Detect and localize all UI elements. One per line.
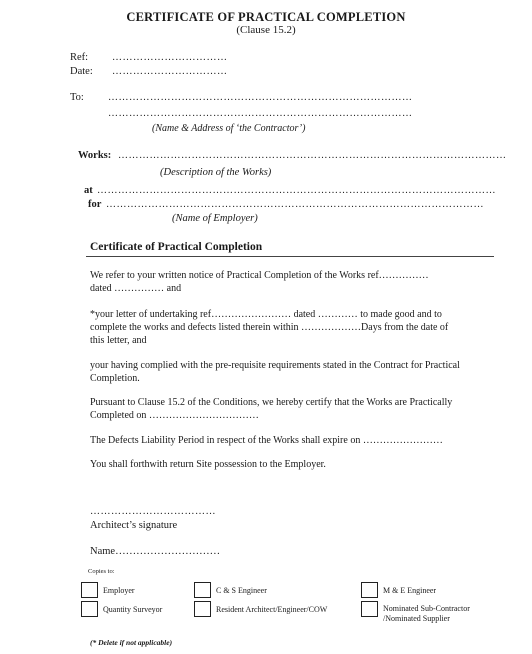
employer-caption: (Name of Employer) <box>172 213 258 224</box>
name-field[interactable]: Name………………………… <box>90 546 221 557</box>
employer-label: Employer <box>103 586 135 595</box>
contractor-field-line2[interactable]: …………………………………………………………………………… <box>108 108 413 119</box>
paragraph-4-line-2: Completed on …………………………… <box>90 410 259 421</box>
section-divider <box>86 256 494 257</box>
for-label: for <box>88 199 102 210</box>
paragraph-3-line-2: Completion. <box>90 373 140 384</box>
for-field[interactable]: ……………………………………………………………………………………………… <box>106 199 484 210</box>
paragraph-1-line-2: dated …………… and <box>90 283 182 294</box>
employer-checkbox[interactable] <box>81 582 98 598</box>
paragraph-3-line-1: your having complied with the pre-requisite requirements stated in the Contract for Practical <box>90 360 460 371</box>
footnote: (* Delete if not applicable) <box>90 638 173 647</box>
works-caption: (Description of the Works) <box>160 167 272 178</box>
paragraph-2-line-1: *your letter of undertaking ref…………………… dated ………… to made good and to <box>90 309 442 320</box>
paragraph-6: You shall forthwith return Site possession to the Employer. <box>90 459 326 470</box>
copies-to-label: Copies to: <box>88 568 115 575</box>
date-label: Date: <box>70 66 93 77</box>
section-title: Certificate of Practical Completion <box>90 241 263 253</box>
ref-label: Ref: <box>70 52 89 63</box>
works-label: Works: <box>78 150 112 161</box>
paragraph-2-line-2: complete the works and defects listed therein within ………………Days from the date of <box>90 322 449 333</box>
date-field[interactable]: …………………………… <box>112 66 228 77</box>
paragraph-5: The Defects Liability Period in respect of the Works shall expire on …………………… <box>90 435 443 446</box>
cs-engineer-label: C & S Engineer <box>216 586 267 595</box>
resident-architect-label: Resident Architect/Engineer/COW <box>216 605 328 614</box>
ref-field[interactable]: …………………………… <box>112 52 228 63</box>
contractor-caption: (Name & Address of ‘the Contractor’) <box>152 123 306 134</box>
nominated-subcontractor-checkbox[interactable] <box>361 601 378 617</box>
cs-engineer-checkbox[interactable] <box>194 582 211 598</box>
nominated-subcontractor-label-line2: /Nominated Supplier <box>383 614 450 623</box>
quantity-surveyor-checkbox[interactable] <box>81 601 98 617</box>
quantity-surveyor-label: Quantity Surveyor <box>103 605 163 614</box>
nominated-subcontractor-label-line1: Nominated Sub-Contractor <box>383 604 470 613</box>
contractor-field-line1[interactable]: …………………………………………………………………………… <box>108 92 413 103</box>
paragraph-4-line-1: Pursuant to Clause 15.2 of the Conditions, we hereby certify that the Works are Practically <box>90 397 453 408</box>
me-engineer-checkbox[interactable] <box>361 582 378 598</box>
paragraph-1-line-1: We refer to your written notice of Practical Completion of the Works ref…………… <box>90 270 429 281</box>
at-field[interactable]: …………………………………………………………………………………………………… <box>97 185 496 196</box>
to-label: To: <box>70 92 84 103</box>
signature-line[interactable]: ……………………………… <box>90 506 216 517</box>
at-label: at <box>84 185 93 196</box>
works-field[interactable]: ………………………………………………………………………………………………… <box>118 150 507 161</box>
me-engineer-label: M & E Engineer <box>383 586 437 595</box>
resident-architect-checkbox[interactable] <box>194 601 211 617</box>
clause-reference: (Clause 15.2) <box>236 24 296 36</box>
document-title: CERTIFICATE OF PRACTICAL COMPLETION <box>126 10 406 24</box>
signature-label: Architect’s signature <box>90 520 178 531</box>
paragraph-2-line-3: this letter, and <box>90 335 147 346</box>
